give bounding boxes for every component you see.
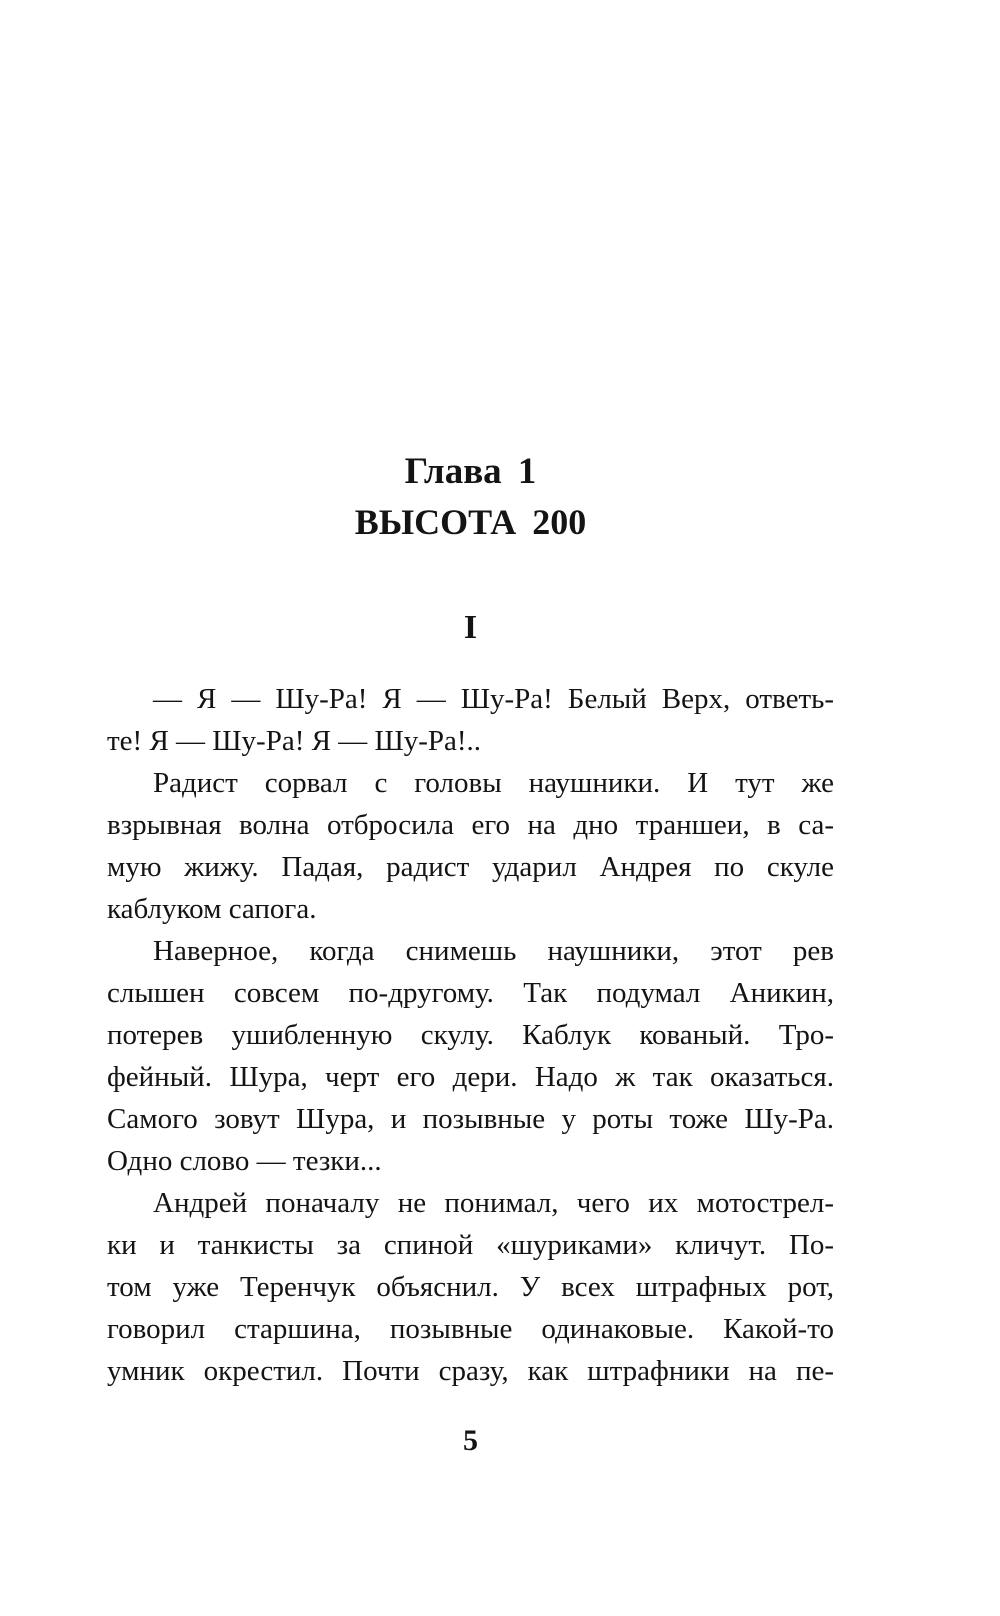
text-line: те! Я — Шу-Ра! Я — Шу-Ра!.. — [107, 725, 482, 757]
text-line: мую жижу. Падая, радист ударил Андрея по скуле — [107, 851, 834, 883]
text-line: Самого зовут Шура, и позывные у роты тоже Шу-Ра. — [107, 1103, 834, 1135]
body-text — [107, 678, 834, 1392]
text-line: взрывная волна отбросила его на дно траншеи, в са- — [107, 809, 834, 841]
text-line: Одно слово — тезки... — [107, 1145, 382, 1177]
text-line: говорил старшина, позывные одинаковые. Какой-то — [107, 1313, 834, 1345]
text-line: том уже Теренчук объяснил. У всех штрафных рот, — [107, 1271, 834, 1303]
page-content — [107, 0, 834, 1616]
text-line: Андрей поначалу не понимал, чего их мотострел- — [153, 1187, 834, 1219]
section-number: I — [463, 609, 478, 646]
text-line: фейный. Шура, черт его дери. Надо ж так оказаться. — [107, 1061, 834, 1093]
text-line: потерев ушибленную скулу. Каблук кованый. Тро- — [107, 1019, 834, 1051]
text-line: ки и танкисты за спиной «шуриками» кличут. По- — [107, 1229, 834, 1261]
chapter-title: Глава 1 — [404, 451, 537, 492]
text-line: умник окрестил. Почти сразу, как штрафники на пе- — [107, 1355, 834, 1387]
text-line: каблуком сапога. — [107, 893, 317, 925]
text-line: — Я — Шу-Ра! Я — Шу-Ра! Белый Верх, ответь- — [153, 683, 834, 715]
text-line: слышен совсем по-другому. Так подумал Аникин, — [107, 977, 834, 1009]
chapter-subtitle: ВЫСОТА 200 — [354, 502, 587, 542]
page-number: 5 — [463, 1424, 478, 1457]
text-line: Наверное, когда снимешь наушники, этот рев — [153, 935, 834, 967]
text-line: Радист сорвал с головы наушники. И тут же — [153, 767, 834, 799]
